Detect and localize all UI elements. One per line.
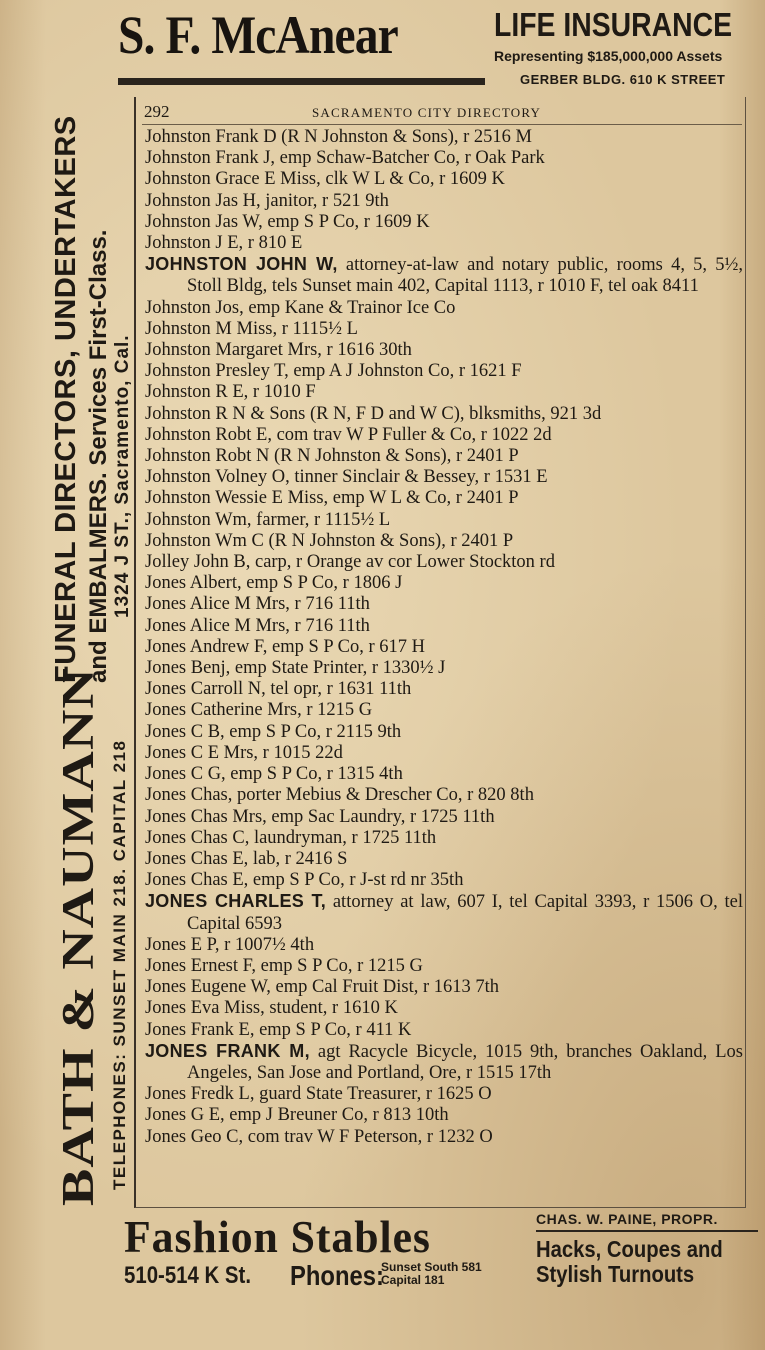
page-number: 292 — [144, 102, 170, 121]
stables-phone-capital: Capital 181 — [381, 1273, 445, 1287]
entry-text: Jones Albert, emp S P Co, r 1806 J — [145, 573, 403, 594]
entry-text: Jones Chas Mrs, emp Sac Laundry, r 1725 11th — [145, 806, 495, 827]
directory-entry — [145, 573, 743, 594]
entry-text: Jones G E, emp J Breuner Co, r 813 10th — [145, 1105, 449, 1126]
entry-text: attorney-at-law and notary public, rooms 4, 5, 5½, Stoll Bldg, tels Sunset main 402, Capital 1113, r 1010 F, tel oak 8411 — [187, 255, 743, 297]
entry-text: Johnston Robt N (R N Johnston & Sons), r 2401 P — [145, 446, 519, 467]
directory-entry — [145, 594, 743, 615]
directory-entry — [145, 785, 743, 806]
entry-text: Jones Andrew F, emp S P Co, r 617 H — [145, 636, 425, 657]
directory-entry — [145, 700, 743, 721]
entry-name-bold: JONES CHARLES T, — [145, 891, 327, 912]
entry-text: Johnston Jos, emp Kane & Trainor Ice Co — [145, 297, 456, 318]
entry-text: Johnston Frank J, emp Schaw-Batcher Co, r Oak Park — [145, 148, 545, 169]
page-header — [142, 100, 742, 125]
directory-entry — [145, 722, 743, 743]
top-ad-rule — [118, 78, 485, 85]
stables-rule — [536, 1230, 758, 1232]
entry-text: Johnston Presley T, emp A J Johnston Co, r 1621 F — [145, 361, 522, 382]
directory-entry — [145, 404, 743, 425]
entry-text: Jones Geo C, com trav W F Peterson, r 1232 O — [145, 1126, 493, 1147]
directory-entry — [145, 510, 743, 531]
entry-text: Johnston Margaret Mrs, r 1616 30th — [145, 340, 412, 361]
entry-text: Jones Chas E, emp S P Co, r J-st rd nr 35th — [145, 870, 464, 891]
entry-text: Johnston Robt E, com trav W P Fuller & Co, r 1022 2d — [145, 424, 552, 445]
entry-text: Johnston Volney O, tinner Sinclair & Bessey, r 1531 E — [145, 467, 548, 488]
directory-entry — [145, 1020, 743, 1041]
directory-entry — [145, 382, 743, 403]
directory-entries — [145, 127, 743, 1148]
entry-text: Jones Chas, porter Mebius & Drescher Co, r 820 8th — [145, 785, 534, 806]
entry-text: Jones E P, r 1007½ 4th — [145, 934, 315, 955]
directory-entry — [145, 148, 743, 169]
entry-text: Johnston M Miss, r 1115½ L — [145, 318, 358, 339]
entry-text: Johnston Jas W, emp S P Co, r 1609 K — [145, 211, 430, 232]
entry-text: Jones Eugene W, emp Cal Fruit Dist, r 1613 7th — [145, 977, 500, 998]
directory-entry — [145, 977, 743, 998]
page-title: SACRAMENTO CITY DIRECTORY — [312, 105, 542, 120]
entry-text: Jones C G, emp S P Co, r 1315 4th — [145, 764, 403, 785]
stables-phone-sunset: Sunset South 581 — [381, 1260, 482, 1274]
insurance-assets: Representing $185,000,000 Assets — [494, 48, 723, 64]
stables-address: 510-514 K St. — [124, 1262, 252, 1289]
stables-proprietor: CHAS. W. PAINE, PROPR. — [536, 1211, 718, 1227]
directory-entry — [145, 616, 743, 637]
directory-entry — [145, 828, 743, 849]
directory-entry — [145, 807, 743, 828]
directory-entry — [145, 446, 743, 467]
undertaker-address: 1324 J ST., Sacramento, Cal. — [112, 334, 133, 618]
directory-entry — [145, 935, 743, 956]
directory-entry — [145, 298, 743, 319]
directory-entry — [145, 319, 743, 340]
entry-text: Johnston Wessie E Miss, emp W L & Co, r 2401 P — [145, 488, 519, 509]
directory-entry — [145, 956, 743, 977]
entry-text: agt Racycle Bicycle, 1015 9th, branches Oakland, Los Angeles, San Jose and Portland, Ore, r 1515 17th — [187, 1041, 744, 1083]
undertaker-telephones: TELEPHONES: SUNSET MAIN 218. CAPITAL 218 — [110, 739, 129, 1190]
entry-text: Johnston R E, r 1010 F — [145, 382, 316, 403]
directory-entry — [145, 254, 743, 297]
undertaker-services: FUNERAL DIRECTORS, UNDERTAKERS — [50, 115, 82, 683]
entry-text: Jones C B, emp S P Co, r 2115 9th — [145, 721, 402, 742]
directory-entry — [145, 743, 743, 764]
entry-text: Jones Eva Miss, student, r 1610 K — [145, 998, 398, 1019]
entry-text: Johnston Frank D (R N Johnston & Sons), r 2516 M — [145, 127, 532, 147]
directory-entry — [145, 764, 743, 785]
directory-entry — [145, 233, 743, 254]
directory-entry — [145, 191, 743, 212]
stables-line-1: Hacks, Coupes and — [536, 1236, 723, 1262]
entry-text: Johnston J E, r 810 E — [145, 233, 303, 254]
entry-name-bold: JOHNSTON JOHN W, — [145, 254, 338, 275]
entry-text: Jones Ernest F, emp S P Co, r 1215 G — [145, 955, 423, 976]
entry-text: Jones Alice M Mrs, r 716 11th — [145, 594, 370, 615]
insurance-agent-name: S. F. McAnear — [118, 5, 398, 65]
entry-text: Johnston Wm C (R N Johnston & Sons), r 2401 P — [145, 530, 514, 551]
insurance-address: GERBER BLDG. 610 K STREET — [520, 72, 726, 87]
entry-text: Johnston Jas H, janitor, r 521 9th — [145, 190, 389, 211]
stables-line-2: Stylish Turnouts — [536, 1261, 695, 1287]
entry-text: Jones Chas C, laundryman, r 1725 11th — [145, 827, 437, 848]
directory-entry — [145, 1041, 743, 1084]
entry-text: Johnston R N & Sons (R N, F D and W C), blksmiths, 921 3d — [145, 403, 602, 424]
directory-entry — [145, 212, 743, 233]
top-advertisement — [0, 0, 765, 98]
entry-text: Jones Catherine Mrs, r 1215 G — [145, 700, 373, 721]
stables-name: Fashion Stables — [124, 1211, 431, 1262]
directory-entry — [145, 361, 743, 382]
bottom-advertisement — [118, 1210, 765, 1350]
entry-text: Johnston Wm, farmer, r 1115½ L — [145, 509, 391, 530]
directory-entry — [145, 679, 743, 700]
directory-entry — [145, 658, 743, 679]
entry-text: Jones Chas E, lab, r 2416 S — [145, 848, 348, 869]
undertaker-tagline: and EMBALMERS. Services First-Class. — [85, 229, 112, 683]
directory-entry — [145, 467, 743, 488]
stables-phones-label: Phones: — [290, 1260, 384, 1291]
directory-entry — [145, 849, 743, 870]
directory-entry — [145, 1105, 743, 1126]
directory-entry — [145, 425, 743, 446]
directory-entry — [145, 552, 743, 573]
entry-text: Johnston Grace E Miss, clk W L & Co, r 1609 K — [145, 169, 505, 190]
left-advertisement — [0, 98, 140, 1210]
directory-entry — [145, 637, 743, 658]
entry-text: Jones C E Mrs, r 1015 22d — [145, 742, 343, 763]
undertaker-name: BATH & NAUMANN — [52, 667, 104, 1206]
entry-text: Jones Frank E, emp S P Co, r 411 K — [145, 1019, 412, 1040]
directory-entry — [145, 169, 743, 190]
entry-text: Jones Benj, emp State Printer, r 1330½ J — [145, 658, 446, 679]
directory-entry — [145, 870, 743, 891]
directory-entry — [145, 1084, 743, 1105]
directory-entry — [145, 488, 743, 509]
entry-text: Jones Fredk L, guard State Treasurer, r 1625 O — [145, 1084, 492, 1105]
entry-text: attorney at law, 607 I, tel Capital 3393, r 1506 O, tel Capital 6593 — [187, 892, 743, 934]
insurance-heading: LIFE INSURANCE — [494, 6, 733, 43]
directory-entry — [145, 531, 743, 552]
directory-entry — [145, 998, 743, 1019]
directory-entry — [145, 891, 743, 934]
directory-entry — [145, 127, 743, 148]
directory-entry — [145, 1127, 743, 1148]
directory-entry — [145, 340, 743, 361]
entry-text: Jolley John B, carp, r Orange av cor Lower Stockton rd — [145, 552, 555, 573]
entry-text: Jones Carroll N, tel opr, r 1631 11th — [145, 679, 412, 700]
entry-name-bold: JONES FRANK M, — [145, 1040, 310, 1061]
entry-text: Jones Alice M Mrs, r 716 11th — [145, 615, 370, 636]
